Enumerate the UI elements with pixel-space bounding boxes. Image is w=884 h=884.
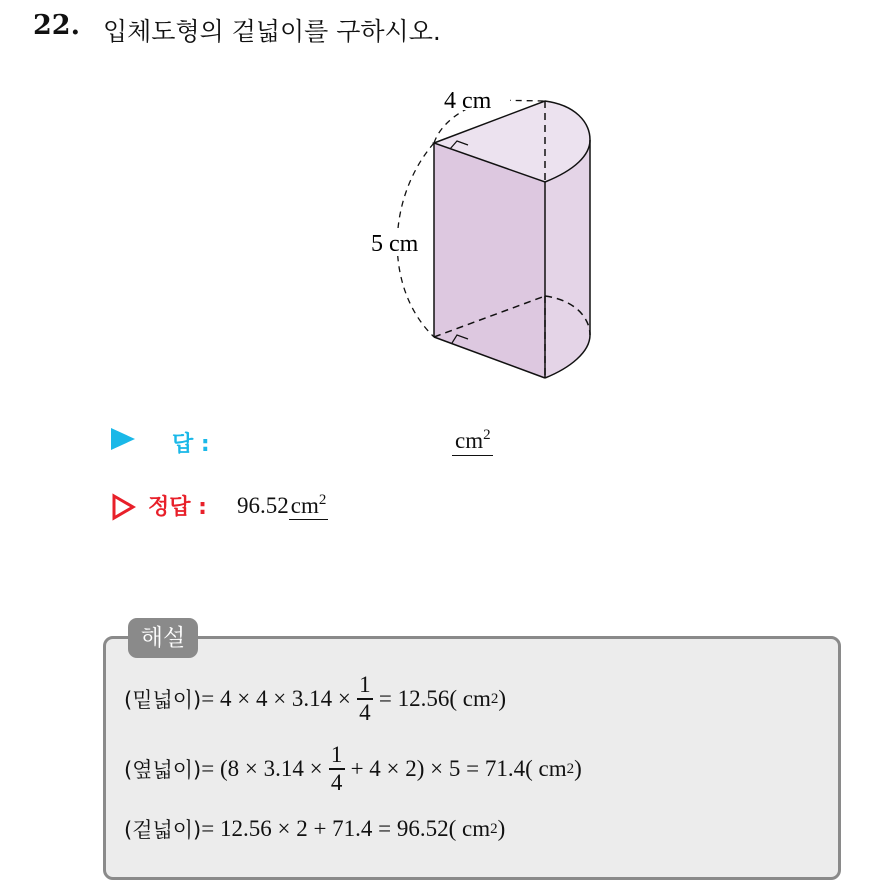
solution-line-base-area: (밑넓이) = 4 × 4 × 3.14 × $\frac{1}{4}$ = 12.56( cm 2 )	[124, 672, 507, 725]
answer-label: 답 :	[172, 432, 210, 457]
fraction: $\frac{1}{4}$	[329, 742, 345, 796]
solid-figure	[360, 85, 610, 385]
answer-arrow-icon	[111, 428, 135, 450]
question-text: 입체도형의 겉넓이를 구하시오.	[103, 17, 441, 46]
solution-line-surface-area: (겉넓이) = 12.56 × 2 + 71.4 = 96.52( cm 2 )	[124, 816, 506, 842]
correct-answer: $96.52cm^2$	[237, 492, 327, 518]
question-number: 22.	[33, 10, 80, 41]
solution-line-side-area: (옆넓이) = (8 × 3.14 × $\frac{1}{4}$ + 4 × 2) × 5 = 71.4( cm 2 )	[124, 742, 582, 795]
correct-arrow-icon	[111, 493, 137, 521]
correct-unit: $cm^2$	[290, 492, 327, 518]
solution-tag: 해설	[128, 618, 198, 658]
correct-label: 정답 :	[148, 495, 207, 520]
answer-unit[interactable]: $cm^2$	[452, 428, 493, 456]
height-label: 5 cm	[371, 231, 419, 257]
radius-label: 4 cm	[444, 88, 492, 114]
fraction: $\frac{1}{4}$	[357, 672, 373, 726]
